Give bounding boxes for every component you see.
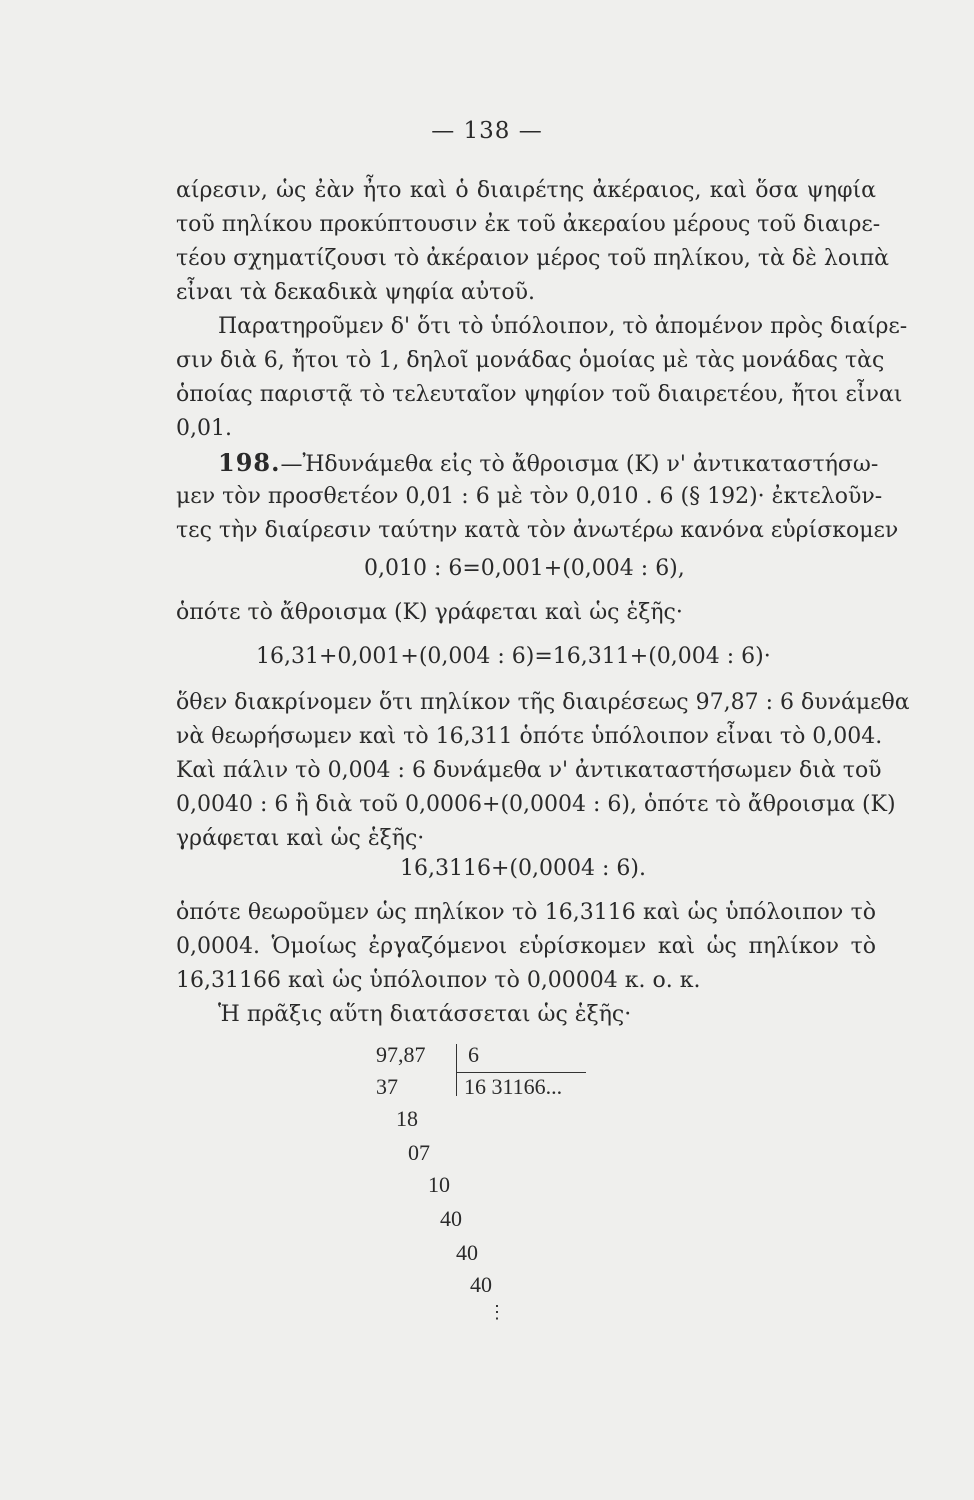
division-step: 10: [428, 1172, 450, 1197]
division-step: 40: [470, 1272, 492, 1297]
division-step: 37: [376, 1074, 398, 1099]
text-line: τέου σχηματίζουσι τὸ ἀκέραιον μέρος τοῦ πηλίκου, τὰ δὲ λοιπὰ: [176, 246, 890, 271]
text-line: τες τὴν διαίρεσιν ταύτην κατὰ τὸν ἀνωτέρω κανόνα εὑρίσκομεν: [176, 518, 899, 543]
text-line: μεν τὸν προσθετέον 0,01 : 6 μὲ τὸν 0,010 . 6 (§ 192)· ἐκτελοῦν-: [176, 484, 883, 509]
division-step: 40: [440, 1206, 462, 1231]
text-line: Καὶ πάλιν τὸ 0,004 : 6 δυνάμεθα ν' ἀντικαταστήσωμεν διὰ τοῦ: [176, 758, 882, 783]
equation-1: 0,010 : 6=0,001+(0,004 : 6),: [364, 556, 685, 581]
text-line: ὁπότε τὸ ἄθροισμα (Κ) γράφεται καὶ ὡς ἑξῆς·: [176, 600, 683, 625]
page-number: — 138 —: [431, 118, 543, 144]
text-line: 0,01.: [176, 416, 232, 441]
division-step: 40: [456, 1240, 478, 1265]
text-line: 0,0040 : 6 ἢ διὰ τοῦ 0,0006+(0,0004 : 6), ὁπότε τὸ ἄθροισμα (Κ): [176, 792, 896, 817]
text-line: σιν διὰ 6, ἤτοι τὸ 1, δηλοῖ μονάδας ὁμοίας μὲ τὰς μονάδας τὰς: [176, 348, 885, 373]
equation-2: 16,31+0,001+(0,004 : 6)=16,311+(0,004 : 6)·: [256, 644, 771, 669]
division-vertical-bar: [456, 1044, 457, 1096]
division-horizontal-bar: [456, 1072, 586, 1073]
text-line: Ἡ πρᾶξις αὕτη διατάσσεται ὡς ἑξῆς·: [218, 1002, 632, 1027]
text-line: γράφεται καὶ ὡς ἑξῆς·: [176, 826, 425, 851]
text-line: 16,31166 καὶ ὡς ὑπόλοιπον τὸ 0,00004 κ. ο. κ.: [176, 968, 701, 993]
section-number: 198.: [218, 448, 281, 477]
text-line: τοῦ πηλίκου προκύπτουσιν ἐκ τοῦ ἀκεραίου μέρους τοῦ διαιρε-: [176, 212, 881, 237]
dividend: 97,87: [376, 1042, 426, 1067]
text-line: 0,0004. Ὁμοίως ἐργαζόμενοι εὑρίσκομεν καὶ ὡς πηλίκον τὸ: [176, 934, 876, 959]
equation-3: 16,3116+(0,0004 : 6).: [400, 856, 646, 881]
text-line: εἶναι τὰ δεκαδικὰ ψηφία αὐτοῦ.: [176, 280, 535, 305]
text-line: ὁπότε θεωροῦμεν ὡς πηλίκον τὸ 16,3116 καὶ ὡς ὑπόλοιπον τὸ: [176, 900, 876, 925]
text-line: αίρεσιν, ὡς ἐὰν ἦτο καὶ ὁ διαιρέτης ἀκέραιος, καὶ ὅσα ψηφία: [176, 178, 876, 203]
division-step: 18: [396, 1106, 418, 1131]
text-line: ὅθεν διακρίνομεν ὅτι πηλίκον τῆς διαιρέσεως 97,87 : 6 δυνάμεθα: [176, 690, 910, 715]
text-line: Παρατηροῦμεν δ' ὅτι τὸ ὑπόλοιπον, τὸ ἀπομένον πρὸς διαίρε-: [218, 314, 908, 339]
text-line: νὰ θεωρήσωμεν καὶ τὸ 16,311 ὁπότε ὑπόλοιπον εἶναι τὸ 0,004.: [176, 724, 883, 749]
division-step: 07: [408, 1140, 430, 1165]
text-line: ὁποίας παριστᾷ τὸ τελευταῖον ψηφίον τοῦ διαιρετέου, ἤτοι εἶναι: [176, 382, 903, 407]
section-line: [218, 448, 879, 480]
continuation-dots: ⋮: [488, 1302, 506, 1323]
quotient: 16 31166...: [464, 1074, 563, 1099]
divisor: 6: [468, 1042, 479, 1067]
section-text: —Ἠδυνάμεθα εἰς τὸ ἄθροισμα (Κ) ν' ἀντικαταστήσω-: [280, 452, 879, 477]
